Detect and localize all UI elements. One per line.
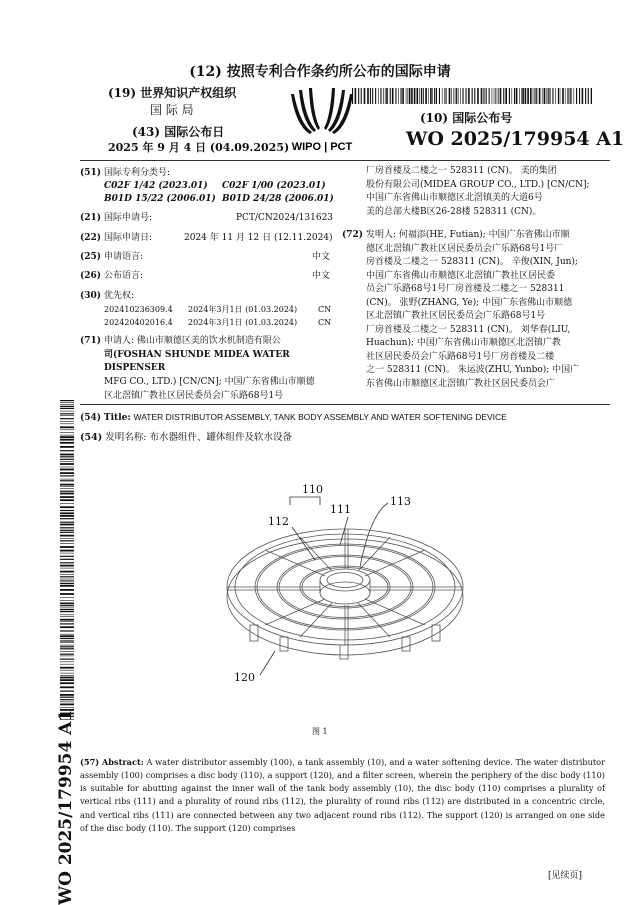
- pub-no-label: 国际公布号: [452, 111, 513, 125]
- title-cn-code: (54): [80, 432, 103, 443]
- title-cn-label: 发明名称:: [105, 432, 147, 443]
- applicant-block: [104, 335, 340, 403]
- pub-no-code: (10): [420, 111, 449, 125]
- pub-date-code: (43): [132, 125, 161, 139]
- lang-label: 申请语言:: [104, 252, 144, 262]
- title-en-code: (54): [80, 413, 102, 423]
- inventor-line: 员会广乐路68号1号厂房首楼及二楼之一 528311: [366, 284, 565, 294]
- applicant-continued: [366, 165, 601, 219]
- app-no-label: 国际申请号:: [104, 213, 153, 223]
- applicant-code: (71): [80, 336, 102, 346]
- pub-lang-code: (26): [80, 271, 102, 281]
- applicant-line: 司(FOSHAN SHUNDE MIDEA WATER DISPENSER: [104, 349, 290, 374]
- inventor-line: 中国广东省佛山市顺德区北滘镇广教社区居民委: [366, 270, 556, 281]
- app-no: PCT/CN2024/131623: [236, 213, 334, 223]
- ipc-2: C02F 1/00 (2023.01): [222, 181, 326, 191]
- applicant-line: 区北滘镇广教社区居民委员会广乐路68号1号: [104, 390, 284, 401]
- ipc-code: (51): [80, 168, 102, 178]
- priority-no-2: 202420402016.4: [104, 318, 173, 327]
- priority-date-1: 2024年3月1日 (01.03.2024): [188, 305, 298, 314]
- abstract-code: (57): [80, 757, 100, 767]
- filing-code: (22): [80, 233, 102, 243]
- applicant-line: MFG CO., LTD.) [CN/CN]; 中国广东省佛山市顺德: [104, 377, 315, 388]
- inventor-line: 社区居民委员会广乐路68号1号厂房首楼及二楼: [366, 351, 555, 362]
- hub-bottom: [320, 582, 370, 604]
- ipc-1: C02F 1/42 (2023.01): [104, 181, 208, 191]
- priority-country-1: CN: [318, 305, 332, 314]
- priority-code: (30): [80, 291, 102, 301]
- inventor-code: (72): [342, 230, 364, 240]
- filing-date: 2024 年 11 月 12 日 (12.11.2024): [184, 233, 333, 243]
- org-code: (19): [108, 86, 137, 100]
- pub-date: 2025 年 9 月 4 日 (04.09.2025): [108, 141, 290, 154]
- document-title: (12) 按照专利合作条约所公布的国际申请: [189, 64, 451, 80]
- pub-lang-value: 中文: [312, 271, 331, 281]
- barcode-top: [352, 88, 592, 104]
- label-111: 111: [330, 503, 351, 516]
- ipc-3: B01D 15/22 (2006.01): [104, 194, 216, 204]
- applicant-cont-line: 厂房首楼及二楼之一 528311 (CN)。 美的集团: [366, 166, 557, 176]
- inventor-line: 德区北滘镇广教社区居民委员会广乐路68号1号厂: [366, 243, 564, 254]
- priority-date-2: 2024年3月1日 (01.03.2024): [188, 318, 298, 327]
- hub-inner: [327, 573, 363, 588]
- ipc-label: 国际专利分类号:: [104, 168, 171, 178]
- figure-caption: 图 1: [312, 727, 328, 736]
- applicant-line: 申请人: 佛山市顺德区美的饮水机制造有限公: [104, 336, 281, 346]
- applicant-cont-line: 美的总部大楼B区26-28楼 528311 (CN)。: [366, 206, 542, 217]
- org-name: 世界知识产权组织: [140, 86, 237, 100]
- leader-112: [292, 527, 315, 560]
- leader-111: [340, 517, 348, 545]
- applicant-cont-line: 中国广东省佛山市顺德区北滘镇美的大道6号: [366, 193, 543, 203]
- header-divider: [80, 160, 610, 161]
- priority-label: 优先权:: [104, 291, 135, 301]
- sidebar-pub-no: WO 2025/179954 A1: [56, 709, 76, 905]
- vertical-ribs: [227, 529, 463, 645]
- lang-value: 中文: [312, 252, 331, 262]
- leader-120: [260, 651, 275, 675]
- barcode-side: [60, 400, 74, 720]
- inventor-line: Huachun); 中国广东省佛山市顺德区北滘镇广教: [366, 338, 561, 348]
- inventor-line: (CN)。 张野(ZHANG, Ye); 中国广东省佛山市顺德: [366, 297, 573, 308]
- title-en-row: [80, 411, 610, 425]
- pub-no-header: [420, 110, 512, 127]
- lang-code: (25): [80, 252, 102, 262]
- inventor-line: 房首楼及二楼之一 528311 (CN)。 辛俊(XIN, Jun);: [366, 257, 578, 267]
- abstract-label: Abstract:: [101, 757, 144, 767]
- pub-lang-label: 公布语言:: [104, 271, 144, 281]
- pub-date-header: [132, 124, 224, 141]
- title-en: WATER DISTRIBUTOR ASSEMBLY, TANK BODY ASSEMBLY AND WATER SOFTENING DEVICE: [133, 412, 507, 422]
- label-113: 113: [390, 495, 411, 508]
- label-110: 110: [302, 483, 323, 496]
- priority-no-1: 202410236309.4: [104, 305, 173, 314]
- label-112: 112: [268, 515, 289, 528]
- priority-country-2: CN: [318, 318, 332, 327]
- applicant-cont-line: 股份有限公司(MIDEA GROUP CO., LTD.) [CN/CN];: [366, 179, 590, 190]
- app-no-code: (21): [80, 213, 102, 223]
- inventor-line: 区北滘镇广教社区居民委员会广乐路68号1号: [366, 311, 546, 321]
- continued-note: [见续页]: [548, 871, 583, 881]
- leader-110: [290, 497, 320, 505]
- logo-text: WIPO | PCT: [291, 141, 353, 153]
- pub-date-label: 国际公布日: [164, 125, 225, 139]
- inventor-line: 东省佛山市顺德区北滘镇广教社区居民委员会广: [366, 378, 556, 389]
- inventor-block: [366, 229, 601, 391]
- title-cn-row: [80, 431, 292, 445]
- pub-no: WO 2025/179954 A1: [406, 128, 625, 150]
- patent-figure: [220, 475, 470, 705]
- inventor-line: 厂房首楼及二楼之一 528311 (CN)。 刘华春(LIU,: [366, 324, 571, 335]
- label-120: 120: [234, 671, 255, 684]
- abstract: [80, 756, 605, 835]
- org-sub: 国 际 局: [150, 103, 194, 117]
- title-cn: 布水器组件、罐体组件及软水设备: [149, 432, 292, 443]
- filing-label: 国际申请日:: [104, 233, 153, 243]
- org-header: [108, 85, 236, 102]
- inventor-line: 发明人: 何福添(HE, Futian); 中国广东省佛山市顺: [366, 230, 570, 240]
- ipc-4: B01D 24/28 (2006.01): [222, 194, 334, 204]
- abstract-text: A water distributor assembly (100), a tank assembly (10), and a water softening device. The water distributor assembly (100) comprises a disc body (110), a support (120), and a filter screen, wherein the periphery of the disc body (110) is suitable for abutting against the inner wall of the tank body assembly (10), the disc body (110) comprises a plurality of vertical ribs (111) and a plurality of round ribs (112), the plurality of round ribs (112) are distributed in a concentric circle, and vertical ribs (111) are connected between any two adjacent round ribs (112). The support (120) is arranged on one side of the disc body (110). The support (120) comprises: [80, 757, 605, 833]
- title-en-label: Title:: [103, 413, 131, 423]
- title-divider: [80, 404, 610, 405]
- inventor-line: 之一 528311 (CN)。 朱运波(ZHU, Yunbo); 中国广: [366, 365, 580, 375]
